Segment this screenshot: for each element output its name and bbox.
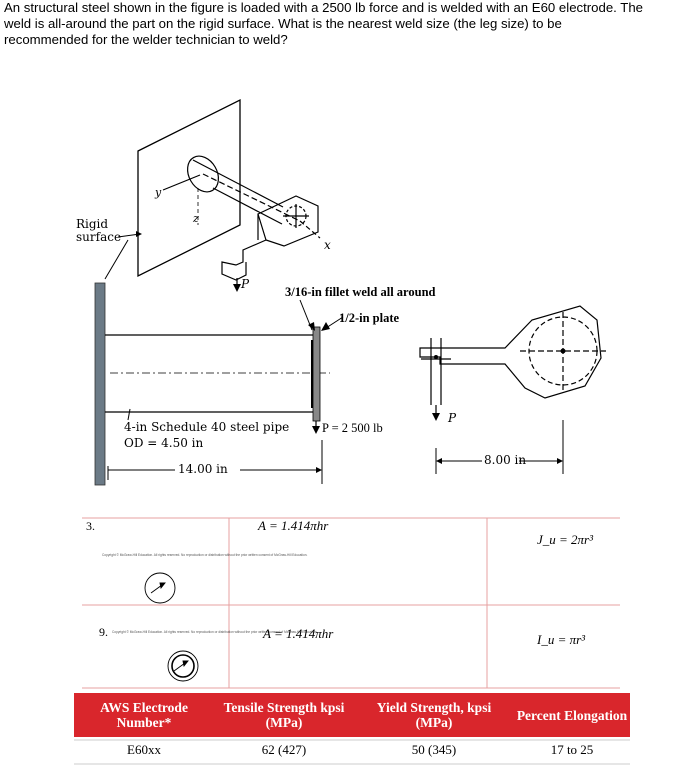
arm-length-note: 8.00 in	[484, 453, 527, 467]
row3-copyright: Copyright © McGraw-Hill Education. All rights reserved. No reproduction or distribution without the prior written consent of McGraw-Hill Education.	[102, 553, 308, 557]
weld-note: 3/16-in fillet weld all around	[285, 285, 436, 299]
cell-yield: 50 (345)	[411, 742, 457, 757]
plate-note: 1/2-in plate	[339, 311, 400, 325]
row9-weld-diagram	[168, 651, 198, 681]
pipe-note: 4-in Schedule 40 steel pipe	[124, 420, 290, 434]
y-axis-label: y	[155, 186, 162, 199]
x-axis-label: x	[324, 238, 331, 252]
row3-weld-diagram	[145, 573, 175, 603]
wall-section	[95, 283, 105, 485]
row9-inertia-formula: I_u = πr³	[537, 632, 586, 647]
od-note: OD = 4.50 in	[124, 436, 204, 450]
load-label-top: P	[241, 277, 250, 291]
header-yield-strength: Yield Strength, kpsi (MPa)	[376, 700, 492, 730]
row3-number: 3.	[86, 519, 95, 533]
end-view-plate	[420, 306, 606, 405]
end-plate	[313, 327, 320, 421]
header-tensile-strength: Tensile Strength kpsi (MPa)	[223, 700, 345, 730]
cell-electrode: E60xx	[127, 742, 161, 757]
cell-elongation: 17 to 25	[550, 742, 594, 757]
rigid-label: Rigid	[76, 217, 109, 231]
question-line-1: An structural steel shown in the figure is loaded with a 2500 lb force and is welded with an E60 electrode. The	[4, 0, 643, 15]
rigid-wall	[138, 100, 240, 276]
header-percent-elongation: Percent Elongation	[516, 707, 628, 723]
row9-number: 9.	[99, 625, 108, 639]
electrode-table-header	[74, 693, 630, 737]
row3-area-formula: A = 1.414πhr	[258, 518, 329, 533]
row9-area-formula: A = 1.414πhr	[263, 626, 334, 641]
question-line-3: recommended for the welder technician to weld?	[4, 32, 288, 47]
surface-label: surface	[76, 230, 122, 244]
length-note: 14.00 in	[178, 462, 228, 476]
pipe-side-view	[105, 335, 330, 412]
row9-copyright: Copyright © McGraw-Hill Education. All rights reserved. No reproduction or distribution without the prior written consent of McGraw-Hill Education.	[112, 630, 318, 634]
row3-inertia-formula: J_u = 2πr³	[537, 532, 594, 547]
question-line-2: weld is all-around the part on the rigid surface. What is the nearest weld size (the leg size) to be	[4, 16, 562, 31]
load-note: P = 2 500 lb	[322, 421, 383, 435]
cell-tensile: 62 (427)	[261, 742, 307, 757]
load-label-side: P	[448, 411, 457, 425]
header-aws-electrode: AWS Electrode Number*	[100, 700, 188, 730]
z-axis-label: z	[193, 212, 199, 225]
